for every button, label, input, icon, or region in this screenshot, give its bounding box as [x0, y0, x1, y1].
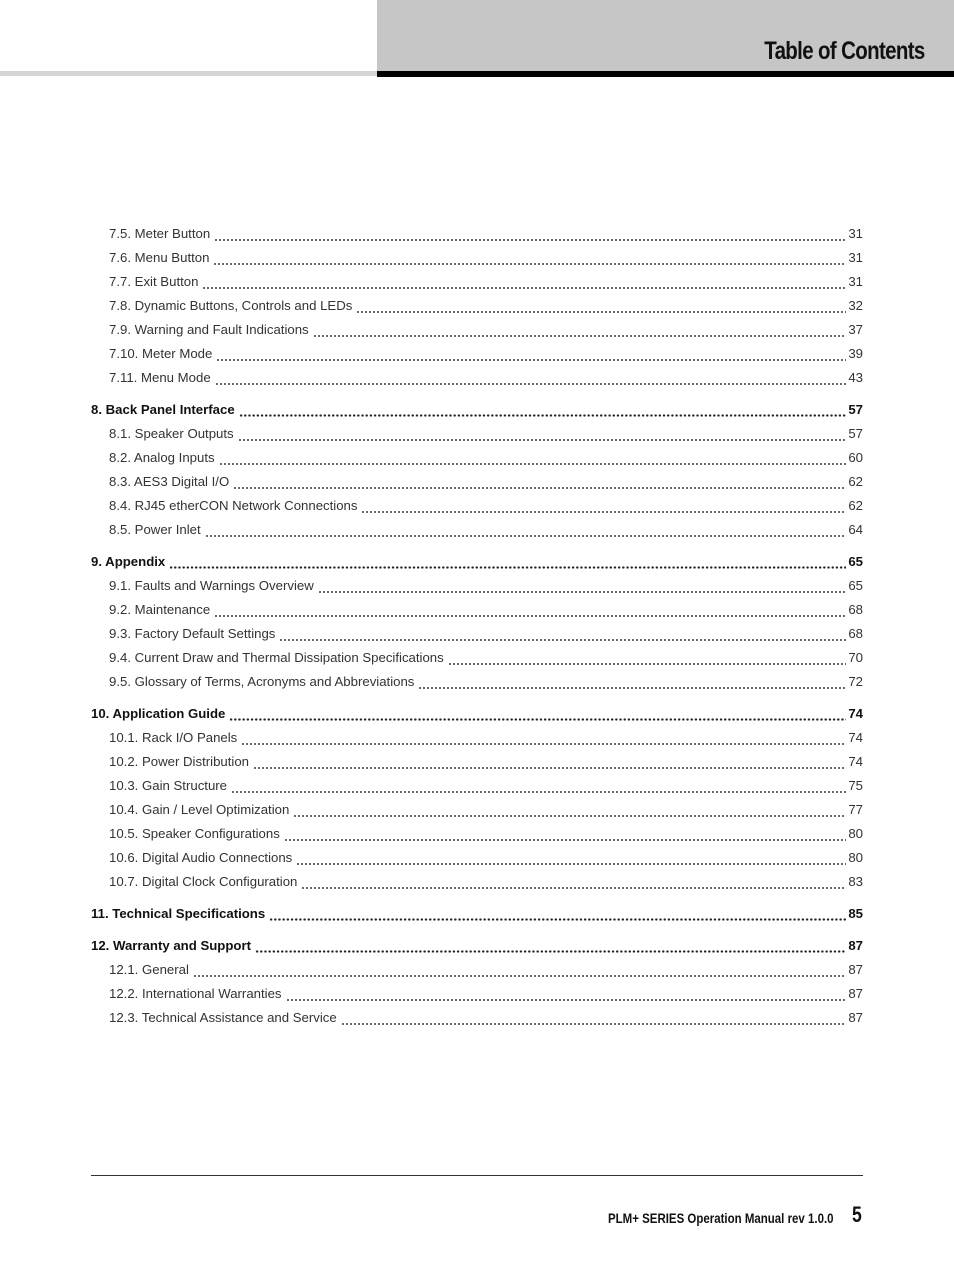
- toc-subsection-entry[interactable]: [91, 342, 863, 366]
- toc-subsection-entry[interactable]: [91, 446, 863, 470]
- toc-subsection-entry[interactable]: [91, 646, 863, 670]
- dot-leader: [214, 615, 846, 617]
- toc-entry-page-number: 74: [848, 706, 863, 721]
- toc-entry-page-number: 64: [848, 522, 863, 537]
- toc-entry-label: 8.5. Power Inlet: [109, 522, 201, 537]
- toc-subsection-entry[interactable]: [91, 422, 863, 446]
- toc-section-entry[interactable]: [91, 902, 863, 926]
- toc-entry-page-number: 31: [848, 274, 863, 289]
- toc-entry-page-number: 87: [848, 1010, 863, 1025]
- toc-entry-page-number: 68: [848, 626, 863, 641]
- toc-subsection-entry[interactable]: [91, 270, 863, 294]
- toc-entry-label: 11. Technical Specifications: [91, 906, 266, 921]
- toc-entry-label: 10.3. Gain Structure: [109, 778, 228, 793]
- toc-entry-label: 10. Application Guide: [91, 706, 226, 721]
- dot-leader: [215, 383, 847, 385]
- dot-leader: [238, 439, 847, 441]
- header-black-rule: [377, 71, 954, 77]
- dot-leader: [286, 999, 847, 1001]
- dot-leader: [233, 487, 846, 489]
- toc-entry-label: 7.11. Menu Mode: [109, 370, 211, 385]
- toc-entry-label: 7.7. Exit Button: [109, 274, 199, 289]
- toc-entry-page-number: 37: [848, 322, 863, 337]
- dot-leader: [202, 287, 846, 289]
- footer-rule: [91, 1175, 863, 1176]
- toc-entry-label: 8. Back Panel Interface: [91, 402, 235, 417]
- dot-leader: [284, 839, 847, 841]
- dot-leader: [219, 463, 847, 465]
- toc-entry-page-number: 60: [848, 450, 863, 465]
- toc-entry-label: 9.5. Glossary of Terms, Acronyms and Abbreviations: [109, 674, 415, 689]
- toc-entry-label: 10.2. Power Distribution: [109, 754, 250, 769]
- toc-entry-label: 7.10. Meter Mode: [109, 346, 213, 361]
- toc-section-entry[interactable]: [91, 550, 863, 574]
- page-title: Table of Contents: [764, 37, 925, 65]
- toc-entry-page-number: 32: [848, 298, 863, 313]
- toc-entry-page-number: 62: [848, 498, 863, 513]
- toc-subsection-entry[interactable]: [91, 574, 863, 598]
- toc-entry-label: 10.1. Rack I/O Panels: [109, 730, 238, 745]
- toc-section-entry[interactable]: [91, 398, 863, 422]
- header-left-rule: [0, 71, 377, 76]
- toc-entry-page-number: 31: [848, 250, 863, 265]
- dot-leader: [313, 335, 847, 337]
- toc-subsection-entry[interactable]: [91, 726, 863, 750]
- toc-entry-label: 9.2. Maintenance: [109, 602, 211, 617]
- toc-subsection-entry[interactable]: [91, 822, 863, 846]
- dot-leader: [231, 791, 846, 793]
- dot-leader: [193, 975, 846, 977]
- toc-entry-page-number: 77: [848, 802, 863, 817]
- toc-entry-label: 8.4. RJ45 etherCON Network Connections: [109, 498, 358, 513]
- toc-subsection-entry[interactable]: [91, 958, 863, 982]
- toc-entry-page-number: 65: [848, 578, 863, 593]
- toc-subsection-entry[interactable]: [91, 798, 863, 822]
- toc-entry-page-number: 70: [848, 650, 863, 665]
- toc-entry-label: 12. Warranty and Support: [91, 938, 251, 953]
- toc-entry-label: 8.3. AES3 Digital I/O: [109, 474, 230, 489]
- toc-entry-page-number: 68: [848, 602, 863, 617]
- toc-subsection-entry[interactable]: [91, 246, 863, 270]
- toc-entry-label: 9.4. Current Draw and Thermal Dissipation Specifications: [109, 650, 444, 665]
- dot-leader: [239, 414, 847, 417]
- toc-entry-page-number: 80: [848, 826, 863, 841]
- toc-entry-label: 7.9. Warning and Fault Indications: [109, 322, 309, 337]
- toc-subsection-entry[interactable]: [91, 670, 863, 694]
- toc-entry-label: 10.5. Speaker Configurations: [109, 826, 280, 841]
- dot-leader: [205, 535, 847, 537]
- toc-entry-label: 9.1. Faults and Warnings Overview: [109, 578, 314, 593]
- toc-subsection-entry[interactable]: [91, 750, 863, 774]
- toc-subsection-entry[interactable]: [91, 494, 863, 518]
- toc-entry-page-number: 62: [848, 474, 863, 489]
- toc-entry-page-number: 85: [848, 906, 863, 921]
- toc-entry-page-number: 72: [848, 674, 863, 689]
- toc-subsection-entry[interactable]: [91, 1006, 863, 1030]
- table-of-contents: [91, 222, 863, 1030]
- dot-leader: [269, 918, 846, 921]
- toc-entry-page-number: 74: [848, 754, 863, 769]
- footer-page-number: 5: [852, 1202, 862, 1227]
- dot-leader: [318, 591, 847, 593]
- dot-leader: [216, 359, 846, 361]
- footer-manual-title: PLM+ SERIES Operation Manual rev 1.0.0: [608, 1210, 834, 1226]
- dot-leader: [361, 511, 846, 513]
- toc-section-entry[interactable]: [91, 934, 863, 958]
- dot-leader: [169, 566, 846, 569]
- dot-leader: [241, 743, 846, 745]
- toc-section-entry[interactable]: [91, 702, 863, 726]
- toc-entry-page-number: 87: [848, 962, 863, 977]
- dot-leader: [356, 311, 846, 313]
- toc-entry-page-number: 57: [848, 402, 863, 417]
- toc-subsection-entry[interactable]: [91, 846, 863, 870]
- toc-subsection-entry[interactable]: [91, 774, 863, 798]
- dot-leader: [214, 239, 846, 241]
- toc-entry-label: 8.1. Speaker Outputs: [109, 426, 234, 441]
- dot-leader: [229, 718, 846, 721]
- dot-leader: [255, 950, 846, 953]
- toc-entry-label: 7.6. Menu Button: [109, 250, 210, 265]
- toc-entry-label: 8.2. Analog Inputs: [109, 450, 215, 465]
- toc-entry-label: 12.3. Technical Assistance and Service: [109, 1010, 337, 1025]
- toc-subsection-entry[interactable]: [91, 518, 863, 542]
- dot-leader: [213, 263, 846, 265]
- dot-leader: [253, 767, 846, 769]
- toc-entry-page-number: 65: [848, 554, 863, 569]
- dot-leader: [418, 687, 846, 689]
- toc-entry-label: 9. Appendix: [91, 554, 166, 569]
- toc-entry-page-number: 39: [848, 346, 863, 361]
- toc-entry-label: 12.2. International Warranties: [109, 986, 282, 1001]
- toc-entry-label: 10.4. Gain / Level Optimization: [109, 802, 290, 817]
- dot-leader: [296, 863, 846, 865]
- toc-entry-page-number: 87: [848, 938, 863, 953]
- dot-leader: [448, 663, 847, 665]
- toc-subsection-entry[interactable]: [91, 366, 863, 390]
- toc-entry-page-number: 83: [848, 874, 863, 889]
- toc-entry-page-number: 87: [848, 986, 863, 1001]
- toc-subsection-entry[interactable]: [91, 598, 863, 622]
- toc-entry-page-number: 43: [848, 370, 863, 385]
- dot-leader: [341, 1023, 847, 1025]
- toc-subsection-entry[interactable]: [91, 318, 863, 342]
- toc-subsection-entry[interactable]: [91, 622, 863, 646]
- toc-entry-page-number: 80: [848, 850, 863, 865]
- toc-entry-label: 9.3. Factory Default Settings: [109, 626, 276, 641]
- toc-subsection-entry[interactable]: [91, 222, 863, 246]
- dot-leader: [279, 639, 846, 641]
- toc-entry-page-number: 74: [848, 730, 863, 745]
- toc-entry-label: 7.5. Meter Button: [109, 226, 211, 241]
- toc-entry-page-number: 75: [848, 778, 863, 793]
- dot-leader: [301, 887, 846, 889]
- toc-entry-label: 10.6. Digital Audio Connections: [109, 850, 293, 865]
- toc-entry-page-number: 57: [848, 426, 863, 441]
- toc-entry-label: 10.7. Digital Clock Configuration: [109, 874, 298, 889]
- toc-entry-page-number: 31: [848, 226, 863, 241]
- toc-subsection-entry[interactable]: [91, 870, 863, 894]
- toc-subsection-entry[interactable]: [91, 470, 863, 494]
- toc-subsection-entry[interactable]: [91, 294, 863, 318]
- toc-entry-label: 7.8. Dynamic Buttons, Controls and LEDs: [109, 298, 353, 313]
- dot-leader: [293, 815, 846, 817]
- toc-subsection-entry[interactable]: [91, 982, 863, 1006]
- toc-entry-label: 12.1. General: [109, 962, 189, 977]
